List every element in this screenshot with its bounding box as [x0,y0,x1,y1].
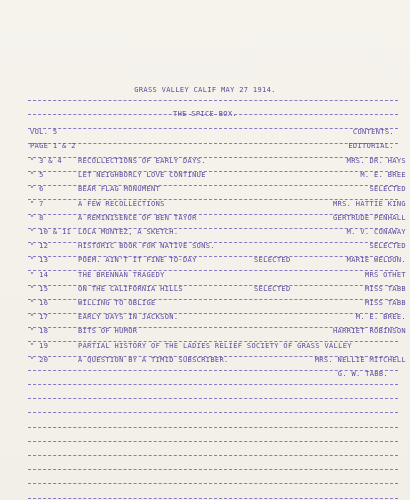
entry-title: HISTORIC BOOK FOR NATIVE SONS. [78,242,215,251]
entry-author: MARIE WELDON. [346,256,406,265]
ruled-line [28,427,398,428]
entry-note: SELECTED [254,256,291,265]
entry-title: A FEW RECOLLECTIONS [78,199,165,208]
entry-page: " 5 [30,171,44,180]
signature-line: G. W. TABB. [337,370,388,378]
ruled-line [28,469,398,470]
meta-right: EDITORIAL. [348,142,394,150]
meta-left: VOL. 5 [30,128,58,136]
entry-title: WILLING TO OBLIGE [78,299,156,307]
entry-title: THE BRENNAN TRAGEDY [78,270,165,279]
entry-author: HARRIET ROBINSON [332,327,406,336]
entry-author: SELECTED [369,242,406,251]
entry-author: M. V. CONAWAY [346,228,406,236]
ruled-line [28,100,398,101]
entry-page: " 10 & 11 [30,228,72,236]
entry-page: " 14 [30,270,49,279]
entry-title: BITS OF HUMOR [78,327,138,336]
entry-title: ON THE CALIFORNIA HILLS [78,284,183,293]
place-date-heading: GRASS VALLEY CALIF MAY 27 1914. [134,86,276,94]
ruled-line [28,128,398,129]
entry-title: PARTIAL HISTORY OF THE LADIES RELIEF SOCIETY OF GRASS VALLEY [78,341,352,350]
entry-page: " 17 [30,313,49,322]
meta-left: PAGE 1 & 2 [30,142,76,150]
entry-page: " 8 [30,213,44,222]
entry-author: MRS. HATTIE KING [332,199,406,208]
ruled-line [28,455,398,456]
entry-title: LET NEIGHBORLY LOVE CONTINUE [78,171,206,180]
entry-author: MRS OTHET [364,270,406,279]
entry-page: " 3 & 4 [30,157,62,165]
ruled-line [28,412,398,413]
entry-title: A QUESTION BY A TIMID SUBSCRIBER. [78,355,229,364]
entry-title: RECOLLECTIONS OF EARLY DAYS. [78,157,206,165]
entry-page: " 20 [30,355,49,364]
entry-title: EARLY DAYS IN JACKSON. [78,313,179,322]
entry-page: " 6 [30,185,44,194]
entry-title: LOLA MONTEZ, A SKETCH. [78,228,179,236]
entry-page: " 15 [30,284,49,293]
entry-author: SELECTED [369,185,406,194]
entry-author: MISS TABB [364,284,406,293]
entry-author: M. E. BREE. [355,313,406,322]
entry-page: " 13 [30,256,49,265]
entry-page: " 19 [30,341,49,350]
entry-title: A REMINISENCE OF BEN TAYOR [78,213,197,222]
meta-right: CONTENTS. [352,128,394,136]
entry-page: " 12 [30,242,49,251]
ruled-line [28,114,398,115]
document-title: THE SPICE BOX. [173,110,237,118]
ruled-line [28,483,398,484]
entry-page: " 7 [30,199,44,208]
entry-page: " 18 [30,327,49,336]
entry-author: MISS TABB [364,299,406,307]
ruled-line [28,398,398,399]
entry-author: MRS. NELLIE MITCHELL [314,355,406,364]
entry-page: " 16 [30,299,49,307]
entry-note: SELECTED [254,284,291,293]
entry-author: M. E. BREE [360,171,406,180]
entry-author: MRS. DR. HAYS [346,157,406,165]
ruled-line [28,441,398,442]
ruled-line [28,143,398,144]
ruled-line [28,384,398,385]
entry-title: BEAR FLAG MONUMENT [78,185,161,194]
entry-author: GERTRUDE PENHALL [332,213,406,222]
ruled-line [28,498,398,499]
entry-title: POEM. AIN'T IT FINE TO-DAY [78,256,197,265]
